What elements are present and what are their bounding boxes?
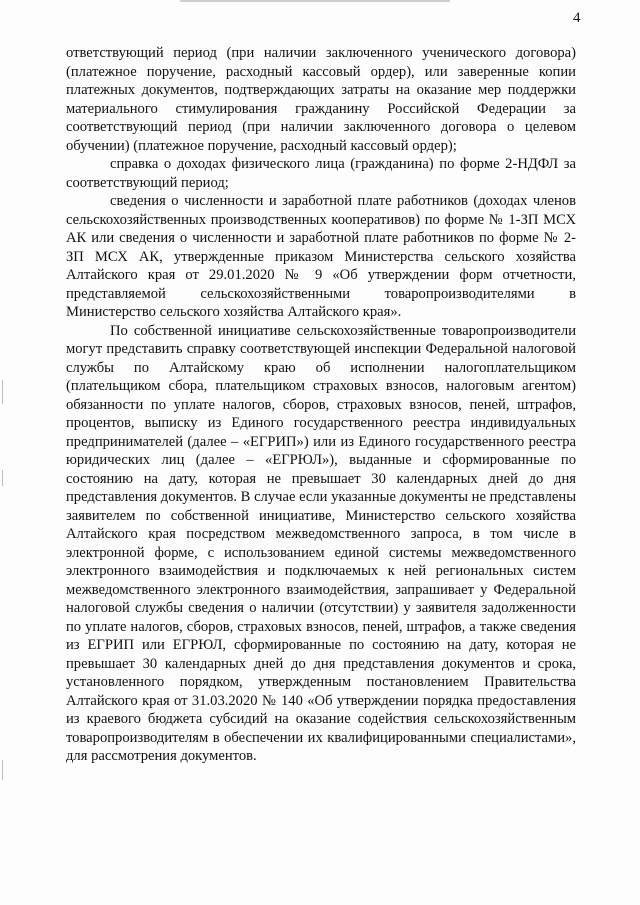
paragraph-continuation: ответствующий период (при наличии заключенного ученического договора) (платежное поручение, расходный кассовый ордер), или заверенные копии платежных документов, подтверждающих затраты на оказание мер поддержки материального стимулирования гражданину Российской Федерации за соответствующий период (при наличии заключенного договора о целевом обучении) (платежное поручение, расходный кассовый ордер); xyxy=(66,45,576,154)
scan-edge-mark xyxy=(2,760,3,780)
body-text xyxy=(66,44,576,766)
scan-edge-mark xyxy=(2,470,3,486)
scan-edge-line xyxy=(180,0,450,2)
paragraph-income-certificate: справка о доходах физического лица (гражданина) по форме 2-НДФЛ за соответствующий период; xyxy=(66,156,576,191)
paragraph-employee-info: сведения о численности и заработной плате работников (доходах членов сельскохозяйственных производственных кооперативов) по форме № 1-ЗП МСХ АК или сведения о численности и заработной плате работников по форме № 2-ЗП МСХ АК, утвержденные приказом Министерства сельского хозяйства Алтайского края от 29.01.2020 № 9 «Об утверждении форм отчетности, представляемой сельскохозяйственными товаропроизводителями в Министерство сельского хозяйства Алтайского края». xyxy=(66,193,576,320)
page-number: 4 xyxy=(573,10,581,26)
scan-edge-mark xyxy=(2,380,3,404)
paragraph-own-initiative: По собственной инициативе сельскохозяйственные товаропроизводители могут представить справку соответствующей инспекции Федеральной налоговой службы по Алтайскому краю об исполнении налогоплательщиком (плательщиком сбора, плательщиком страховых взносов, налоговым агентом) обязанности по уплате налогов, сборов, страховых взносов, пеней, штрафов, процентов, выписку из Единого государственного реестра индивидуальных предпринимателей (далее – «ЕГРИП») или из Единого государственного реестра юридических лиц (далее – «ЕГРЮЛ»), выданные и сформированные по состоянию на дату, которая не превышает 30 календарных дней до дня представления документов. В случае если указанные документы не представлены заявителем по собственной инициативе, Министерство сельского хозяйства Алтайского края посредством межведомственного запроса, в том числе в электронной форме, с использованием единой системы межведомственного электронного взаимодействия и подключаемых к ней региональных систем межведомственного электронного взаимодействия, запрашивает у Федеральной налоговой службы сведения о наличии (отсутствии) у заявителя задолженности по уплате налогов, сборов, страховых взносов, пеней, штрафов, а также сведения из ЕГРИП или ЕГРЮЛ, сформированные по состоянию на дату, которая не превышает 30 календарных дней до дня представления документов и срока, установленного порядком, утвержденным постановлением Правительства Алтайского края от 31.03.2020 № 140 «Об утверждении порядка предоставления из краевого бюджета субсидий на оказание содействия сельскохозяйственным товаропроизводителям в обеспечении их квалифицированными специалистами», для рассмотрения документов. xyxy=(66,322,576,764)
